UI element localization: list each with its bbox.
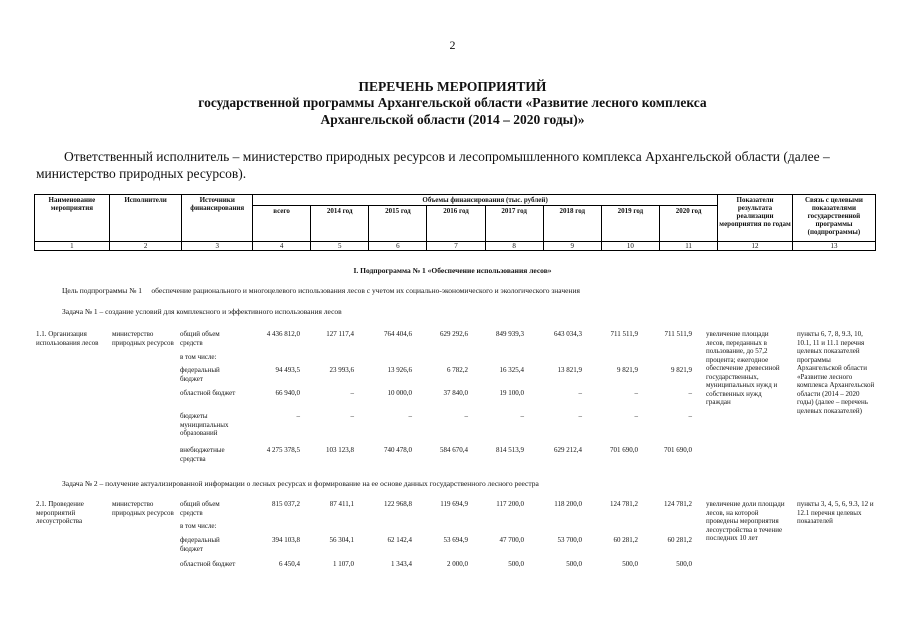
source-label: в том числе: — [180, 522, 217, 530]
amount-cell: 60 281,2 — [613, 536, 638, 544]
header-year: 2019 год — [601, 206, 659, 242]
header-result: Показатели результата реализации мероприятия по годам — [718, 195, 793, 242]
block1-exec: министерство природных ресурсов — [112, 330, 174, 347]
amount-cell: 117 200,0 — [496, 500, 524, 508]
header-volume: Объемы финансирования (тыс. рублей) — [253, 195, 718, 206]
block1-name: 1.1. Организация использования лесов — [36, 330, 99, 347]
amount-cell: 13 821,9 — [557, 366, 582, 374]
amount-cell: 815 037,2 — [272, 500, 300, 508]
source-label: общий объем средств — [180, 500, 220, 517]
amount-cell: 643 034,3 — [554, 330, 582, 338]
amount-cell: 124 781,2 — [610, 500, 638, 508]
amount-cell: – — [578, 412, 582, 420]
amount-cell: 56 304,1 — [329, 536, 354, 544]
amount-cell: 60 281,2 — [667, 536, 692, 544]
amount-cell: 629 292,6 — [440, 330, 468, 338]
col-number: 13 — [792, 242, 875, 251]
task2-text: Задача № 2 – получение актуализированной информации о лесных ресурсах и формирование на ее основе данных государственного лесного реестра — [62, 479, 539, 488]
amount-cell: 2 000,0 — [447, 560, 468, 568]
amount-cell: – — [350, 389, 354, 397]
document-subtitle-line1: государственной программы Архангельской области «Развитие лесного комплекса — [198, 95, 707, 110]
document-title: ПЕРЕЧЕНЬ МЕРОПРИЯТИЙ — [358, 79, 547, 94]
block2-link: пункты 3, 4, 5, 6, 9.3, 12 и 12.1 перечня целевых показателей — [797, 500, 874, 525]
amount-cell: 500,0 — [676, 560, 692, 568]
amount-cell: 701 690,0 — [664, 446, 692, 454]
amount-cell: – — [578, 389, 582, 397]
amount-cell: 127 117,4 — [326, 330, 354, 338]
amount-cell: 1 107,0 — [333, 560, 354, 568]
amount-cell: – — [520, 412, 524, 420]
header-source: Источники финансирования — [182, 195, 253, 242]
amount-cell: 584 670,4 — [440, 446, 468, 454]
intro-paragraph: Ответственный исполнитель – министерство природных ресурсов и лесопромышленного комплекса Архангельской области (далее – министерство природных ресурсов). — [36, 149, 830, 181]
amount-cell: 500,0 — [622, 560, 638, 568]
header-exec: Исполнители — [109, 195, 182, 242]
col-number: 4 — [253, 242, 311, 251]
header-year: 2014 год — [311, 206, 369, 242]
block2-exec: министерство природных ресурсов — [112, 500, 174, 517]
col-number: 10 — [601, 242, 659, 251]
amount-cell: 47 700,0 — [499, 536, 524, 544]
amount-cell: 94 493,5 — [275, 366, 300, 374]
amount-cell: 701 690,0 — [610, 446, 638, 454]
amount-cell: 849 939,3 — [496, 330, 524, 338]
col-number: 12 — [718, 242, 793, 251]
col-number: 6 — [369, 242, 427, 251]
header-name: Наименование мероприятия — [35, 195, 110, 242]
amount-cell: – — [634, 412, 638, 420]
amount-cell: 4 275 378,5 — [266, 446, 300, 454]
amount-cell: – — [464, 412, 468, 420]
amount-cell: 500,0 — [566, 560, 582, 568]
col-number: 5 — [311, 242, 369, 251]
amount-cell: 37 840,0 — [443, 389, 468, 397]
page-number: 2 — [449, 38, 456, 52]
col-number: 7 — [427, 242, 485, 251]
amount-cell: – — [350, 412, 354, 420]
amount-cell: 122 968,8 — [384, 500, 412, 508]
amount-cell: 53 694,9 — [443, 536, 468, 544]
col-number: 11 — [660, 242, 718, 251]
amount-cell: – — [634, 389, 638, 397]
amount-cell: 711 511,9 — [610, 330, 638, 338]
amount-cell: 19 100,0 — [499, 389, 524, 397]
header-year: 2016 год — [427, 206, 485, 242]
block1-result: увеличение площади лесов, переданных в пользование, до 57,2 процента; ежегодное обеспечение древесиной государственных, муниципальных нужд и собственных нужд граждан — [706, 330, 780, 406]
col-number: 9 — [543, 242, 601, 251]
source-label: федеральный бюджет — [180, 366, 220, 383]
source-label: в том числе: — [180, 353, 217, 361]
amount-cell: 764 404,6 — [384, 330, 412, 338]
col-number: 3 — [182, 242, 253, 251]
block2-name: 2.1. Проведение мероприятий лесоустройства — [36, 500, 84, 525]
amount-cell: 711 511,9 — [664, 330, 692, 338]
source-label: областной бюджет — [180, 389, 236, 397]
header-year: всего — [253, 206, 311, 242]
subprogram-heading: I. Подпрограмма № 1 «Обеспечение использования лесов» — [353, 266, 552, 275]
header-year: 2017 год — [485, 206, 543, 242]
goal-text: Цель подпрограммы № 1 обеспечение рационального и многоцелевого использования лесов с учетом их социально-экономического и экологического значения — [62, 286, 580, 295]
source-label: федеральный бюджет — [180, 536, 220, 553]
amount-cell: 394 103,8 — [272, 536, 300, 544]
amount-cell: 118 200,0 — [554, 500, 582, 508]
source-label: общий объем средств — [180, 330, 220, 347]
amount-cell: 1 343,4 — [391, 560, 412, 568]
col-number: 8 — [485, 242, 543, 251]
table-header — [34, 194, 876, 251]
amount-cell: 87 411,1 — [329, 500, 354, 508]
amount-cell: – — [688, 389, 692, 397]
amount-cell: 119 694,9 — [440, 500, 468, 508]
amount-cell: – — [688, 412, 692, 420]
amount-cell: 13 926,6 — [387, 366, 412, 374]
amount-cell: 6 450,4 — [279, 560, 300, 568]
block1-link: пункты 6, 7, 8, 9.3, 10, 10.1, 11 и 11.1 перечня целевых показателей программы Архангельской области «Развитие лесного комплекса Архангельской области (2014 – 2020 годы) (далее – перечень целевых показателей) — [797, 330, 875, 415]
amount-cell: – — [408, 412, 412, 420]
amount-cell: 4 436 812,0 — [266, 330, 300, 338]
col-number: 2 — [109, 242, 182, 251]
header-year: 2018 год — [543, 206, 601, 242]
header-link: Связь с целевыми показателями государственной программы (подпрограммы) — [792, 195, 875, 242]
amount-cell: 500,0 — [508, 560, 524, 568]
amount-cell: 16 325,4 — [499, 366, 524, 374]
amount-cell: 814 513,9 — [496, 446, 524, 454]
amount-cell: – — [296, 412, 300, 420]
amount-cell: 23 993,6 — [329, 366, 354, 374]
source-label: внебюджетные средства — [180, 446, 225, 463]
amount-cell: 740 478,0 — [384, 446, 412, 454]
header-year: 2020 год — [660, 206, 718, 242]
amount-cell: 103 123,8 — [326, 446, 354, 454]
amount-cell: 124 781,2 — [664, 500, 692, 508]
block2-result: увеличение доли площади лесов, на которой проведены мероприятия лесоустройства в течение последних 10 лет — [706, 500, 785, 542]
amount-cell: 9 821,9 — [671, 366, 692, 374]
document-subtitle-line2: Архангельской области (2014 – 2020 годы)» — [320, 112, 585, 127]
amount-cell: 62 142,4 — [387, 536, 412, 544]
source-label: областной бюджет — [180, 560, 236, 568]
source-label: бюджеты муниципальных образований — [180, 412, 229, 437]
header-year: 2015 год — [369, 206, 427, 242]
amount-cell: 9 821,9 — [617, 366, 638, 374]
amount-cell: 66 940,0 — [275, 389, 300, 397]
amount-cell: 629 212,4 — [554, 446, 582, 454]
amount-cell: 53 700,0 — [557, 536, 582, 544]
task1-text: Задача № 1 – создание условий для комплексного и эффективного использования лесов — [62, 307, 342, 316]
amount-cell: 10 000,0 — [387, 389, 412, 397]
col-number: 1 — [35, 242, 110, 251]
amount-cell: 6 782,2 — [447, 366, 468, 374]
